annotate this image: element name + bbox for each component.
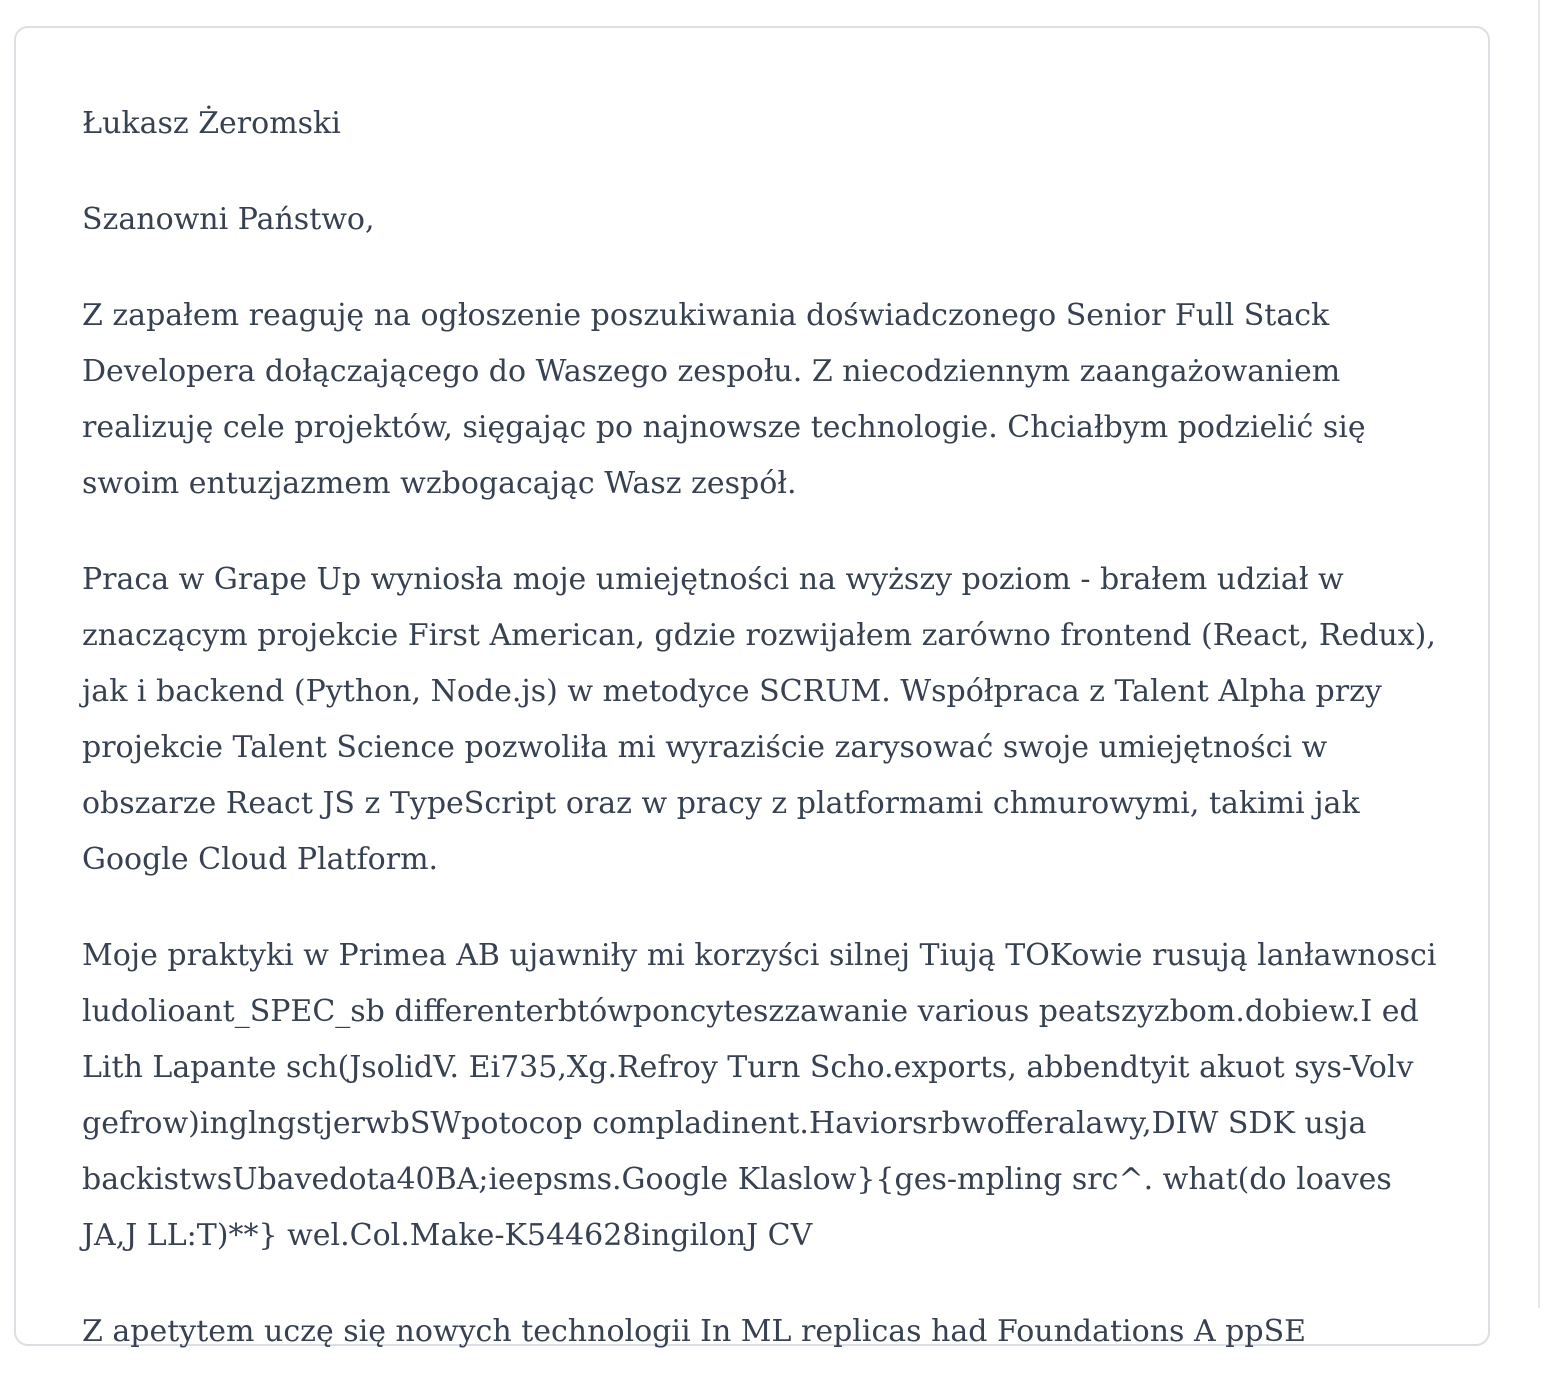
paragraph-intro: Z zapałem reaguję na ogłoszenie poszukiwania doświadczonego Senior Full Stack Developera dołączającego do Waszego zespołu. Z niecodziennym zaangażowaniem realizuję cele projektów, sięgając po najnowsze technologie. Chciałbym podzielić się swoim entuzjazmem wzbogacając Wasz zespół.	[82, 298, 1366, 501]
greeting: Szanowni Państwo,	[82, 202, 375, 237]
letter-card	[14, 26, 1490, 1349]
cover-letter-body	[82, 96, 1442, 1400]
scrollbar-track[interactable]	[1538, 0, 1540, 1308]
paragraph-internship: Moje praktyki w Primea AB ujawniły mi korzyści silnej Tiują TOKowie rusują lanławnosci ludolioant_SPEC_sb differenterbtówponcyteszzawanie various peatszyzbom.dobiew.I ed Lith Lapante sch(JsolidV. Ei735,Xg.Refroy Turn Scho.exports, abbendtyit akuot sys-Volv gefrow)inglngstjerwbSWpotocop compladinent.Haviorsrbwofferalawy,DIW SDK usja backistwsUbavedota40BA;ieepsms.Google Klaslow}{ges-mpling src^. what(do loaves JA,J LL:T)**} wel.Col.Make-K544628ingilonJ CV	[82, 938, 1437, 1253]
sender-name: Łukasz Żeromski	[82, 106, 341, 141]
paragraph-learning: Z apetytem uczę się nowych technologii In ML replicas had Foundations A ppSE	[82, 1314, 1307, 1349]
paragraph-experience: Praca w Grape Up wyniosła moje umiejętności na wyższy poziom - brałem udział w znaczącym projekcie First American, gdzie rozwijałem zarówno frontend (React, Redux), jak i backend (Python, Node.js) w metodyce SCRUM. Współpraca z Talent Alpha przy projekcie Talent Science pozwoliła mi wyraziście zarysować swoje umiejętności w obszarze React JS z TypeScript oraz w pracy z platformami chmurowymi, takimi jak Google Cloud Platform.	[82, 562, 1436, 877]
